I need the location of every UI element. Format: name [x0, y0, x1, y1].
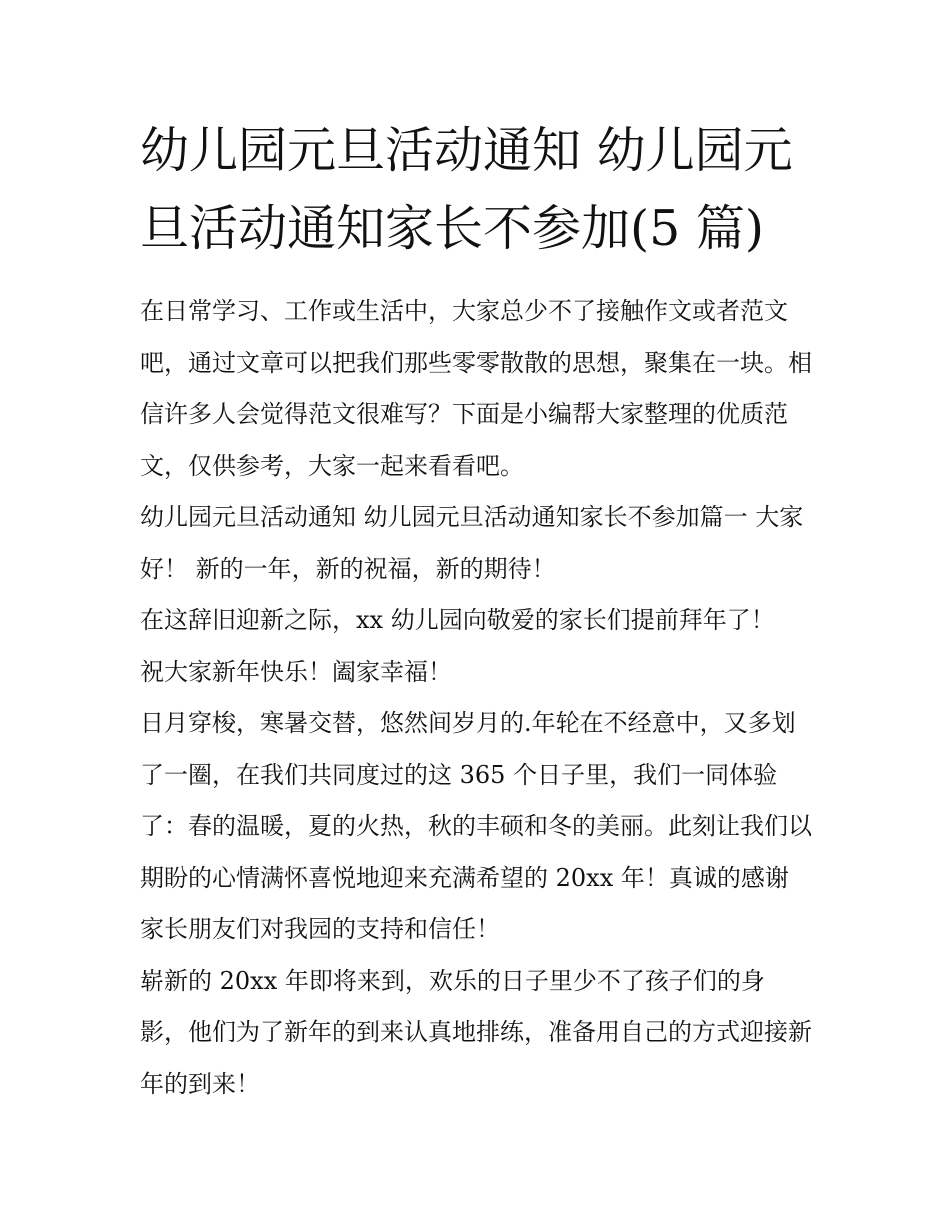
paragraph-year-review: 日月穿梭，寒暑交替，悠然间岁月的.年轮在不经意中，又多划了一圈，在我们共同度过的这 365 个日子里，我们一同体验了：春的温暖，夏的火热，秋的丰硕和冬的美丽。此刻让我们以期盼的心情满怀喜悦地迎来充满希望的 20xx 年！真诚的感谢家长朋友们对我园的支持和信任！: [140, 709, 812, 943]
paragraph-intro: 在日常学习、工作或生活中，大家总少不了接触作文或者范文吧，通过文章可以把我们那些零零散散的思想，聚集在一块。相信许多人会觉得范文很难写？下面是小编帮大家整理的优质范文，仅供参考，大家一起来看看吧。: [140, 297, 812, 480]
paragraph-blessing: 祝大家新年快乐！阖家幸福！: [140, 657, 452, 686]
document-page: [140, 112, 812, 1110]
paragraph-greeting: 幼儿园元旦活动通知 幼儿园元旦活动通知家长不参加篇一 大家好！ 新的一年，新的祝福，新的期待！: [140, 503, 804, 583]
paragraph-rehearsal: 崭新的 20xx 年即将来到，欢乐的日子里少不了孩子们的身影，他们为了新年的到来认真地排练，准备用自己的方式迎接新年的到来！: [140, 966, 812, 1098]
document-title: 幼儿园元旦活动通知 幼儿园元旦活动通知家长不参加(5 篇): [140, 122, 793, 257]
paragraph-new-year-wishes: 在这辞旧迎新之际，xx 幼儿园向敬爱的家长们提前拜年了！: [140, 606, 775, 634]
